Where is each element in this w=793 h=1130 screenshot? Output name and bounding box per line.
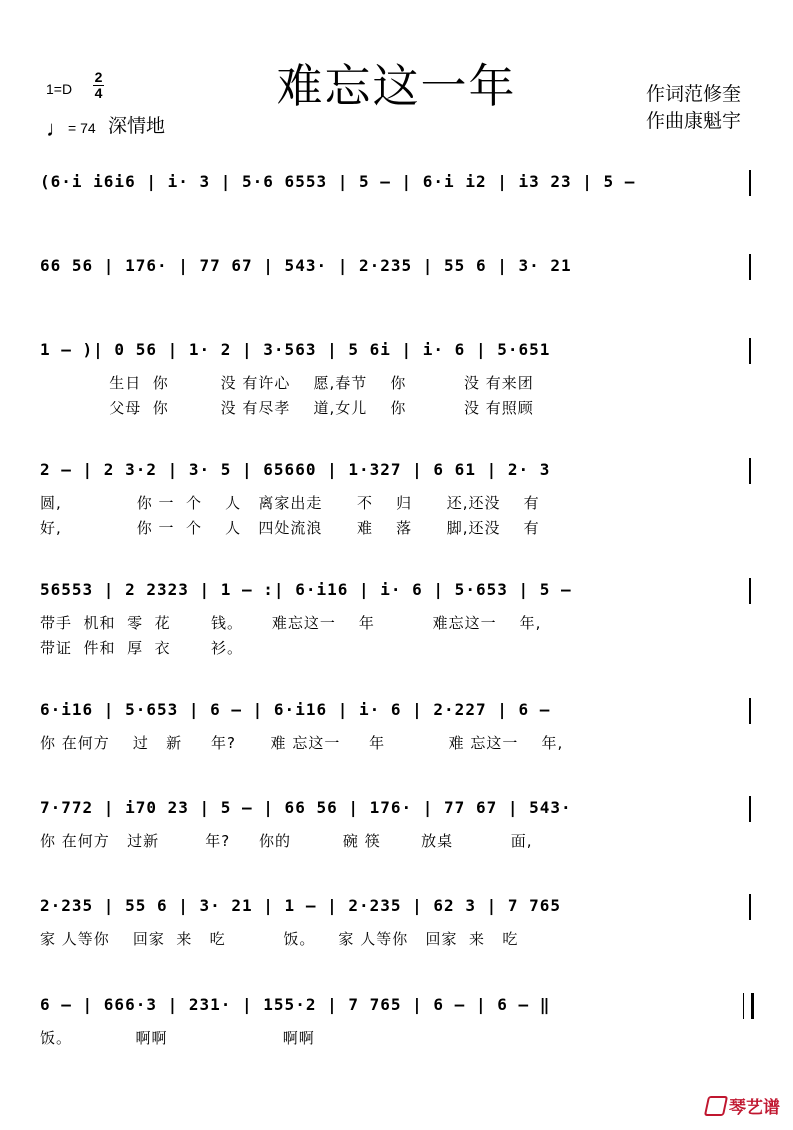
notation-line: 56553 | 2 2323 | 1 – :| 6·i16 | i· 6 | 5·653 | 5 –	[40, 580, 572, 599]
watermark-logo	[706, 1093, 780, 1118]
barline	[749, 170, 751, 196]
notation-line: 66 56 | 176· | 77 67 | 543· | 2·235 | 55 6 | 3· 21	[40, 256, 572, 275]
watermark-text: 琴艺谱	[729, 1098, 780, 1118]
tempo-marking	[46, 113, 96, 139]
notation-line: 7·772 | i70 23 | 5 – | 66 56 | 176· | 77 67 | 543·	[40, 798, 572, 817]
notation-line: 2·235 | 55 6 | 3· 21 | 1 – | 2·235 | 62 3 | 7 765	[40, 896, 562, 915]
notation-line: 1 – )| 0 56 | 1· 2 | 3·563 | 5 6i | i· 6 | 5·651	[40, 340, 551, 359]
score-system-5	[40, 578, 755, 658]
tempo-value: = 74	[68, 120, 96, 136]
score-system-3	[40, 338, 755, 418]
logo-icon	[704, 1096, 728, 1116]
barline	[749, 254, 751, 280]
quarter-note-icon: ♩	[46, 116, 68, 141]
expression-marking: 深情地	[108, 115, 166, 137]
notation-line: (6·i i6i6 | i· 3 | 5·6 6553 | 5 – | 6·i i2 | i3 23 | 5 –	[40, 172, 636, 191]
score-system-1	[40, 170, 755, 250]
score-system-2	[40, 254, 755, 334]
lyricist-credit: 作词范修奎	[646, 83, 742, 105]
key-signature: 1=D	[46, 81, 73, 97]
lyric-line: 饭。 啊啊 啊啊	[40, 1029, 315, 1047]
score-system-8	[40, 894, 755, 974]
notation-line: 6·i16 | 5·653 | 6 – | 6·i16 | i· 6 | 2·227 | 6 –	[40, 700, 551, 719]
composer-credit: 作曲康魁宇	[646, 110, 742, 132]
lyric-line: 圆, 你 一 个 人 离家出走 不 归 还,还没 有	[40, 494, 540, 512]
lyric-line: 父母 你 没 有尽孝 道,女儿 你 没 有照顾	[40, 399, 534, 417]
barline	[749, 894, 751, 920]
notation-line: 6 – | 666·3 | 231· | 155·2 | 7 765 | 6 – | 6 – ‖	[40, 995, 551, 1014]
score-system-7	[40, 796, 755, 876]
time-signature	[93, 70, 104, 101]
barline	[749, 698, 751, 724]
lyric-line: 带证 件和 厚 衣 衫。	[40, 639, 243, 657]
score-system-4	[40, 458, 755, 538]
time-sig-top: 2	[94, 69, 103, 85]
lyric-line: 好, 你 一 个 人 四处流浪 难 落 脚,还没 有	[40, 519, 540, 537]
barline	[743, 993, 754, 1019]
barline	[749, 578, 751, 604]
score-system-9	[40, 993, 755, 1073]
lyric-line: 你 在何方 过新 年? 你的 碗 筷 放桌 面,	[40, 832, 533, 850]
lyric-line: 生日 你 没 有许心 愿,春节 你 没 有来团	[40, 374, 534, 392]
page-title: 难忘这一年	[276, 59, 517, 113]
time-sig-bottom: 4	[94, 85, 103, 101]
barline	[749, 338, 751, 364]
lyric-line: 家 人等你 回家 来 吃 饭。 家 人等你 回家 来 吃	[40, 930, 519, 948]
score-system-6	[40, 698, 755, 778]
barline	[749, 458, 751, 484]
barline	[749, 796, 751, 822]
lyric-line: 带手 机和 零 花 钱。 难忘这一 年 难忘这一 年,	[40, 614, 542, 632]
lyric-line: 你 在何方 过 新 年? 难 忘这一 年 难 忘这一 年,	[40, 734, 564, 752]
notation-line: 2 – | 2 3·2 | 3· 5 | 65660 | 1·327 | 6 61 | 2· 3	[40, 460, 551, 479]
